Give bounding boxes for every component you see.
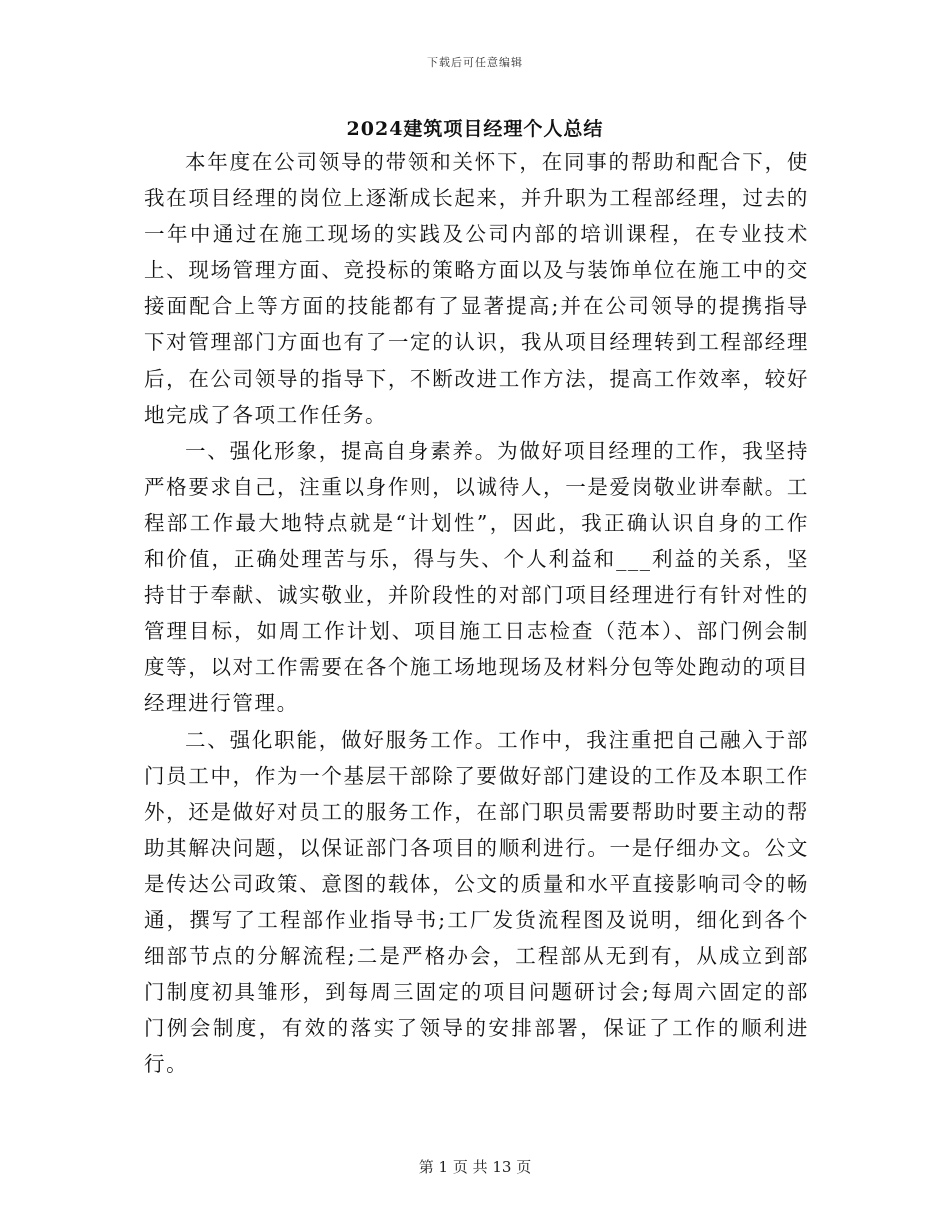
header-note: 下载后可任意编辑: [427, 56, 523, 69]
paragraph-section-1: 一、强化形象，提高自身素养。为做好项目经理的工作，我坚持严格要求自己，注重以身作则，以诚待人，一是爱岗敬业讲奉献。工程部工作最大地特点就是“计划性”，因此，我正确认识自身的工作和价值，正确处理苦与乐，得与失、个人利益和___利益的关系，坚持甘于奉献、诚实敬业，并阶段性的对部门项目经理进行有针对性的管理目标，如周工作计划、项目施工日志检查（范本）、部门例会制度等，以对工作需要在各个施工场地现场及材料分包等处跑动的项目经理进行管理。: [144, 438, 809, 716]
page-number: 第 1 页 共 13 页: [418, 1158, 532, 1176]
document-body: [144, 144, 809, 1082]
paragraph-intro: 本年度在公司领导的带领和关怀下，在同事的帮助和配合下，使我在项目经理的岗位上逐渐成长起来，并升职为工程部经理，过去的一年中通过在施工现场的实践及公司内部的培训课程，在专业技术上、现场管理方面、竞投标的策略方面以及与装饰单位在施工中的交接面配合上等方面的技能都有了显著提高;并在公司领导的提携指导下对管理部门方面也有了一定的认识，我从项目经理转到工程部经理后，在公司领导的指导下，不断改进工作方法，提高工作效率，较好地完成了各项工作任务。: [144, 150, 809, 427]
document-title: 2024建筑项目经理个人总结: [346, 118, 604, 140]
paragraph-section-2: 二、强化职能，做好服务工作。工作中，我注重把自己融入于部门员工中，作为一个基层干部除了要做好部门建设的工作及本职工作外，还是做好对员工的服务工作，在部门职员需要帮助时要主动的帮助其解决问题，以保证部门各项目的顺利进行。一是仔细办文。公文是传达公司政策、意图的载体，公文的质量和水平直接影响司令的畅通，撰写了工程部作业指导书;工厂发货流程图及说明，细化到各个细部节点的分解流程;二是严格办会，工程部从无到有，从成立到部门制度初具雏形，到每周三固定的项目问题研讨会;每周六固定的部门例会制度，有效的落实了领导的安排部署，保证了工作的顺利进行。: [144, 727, 809, 1077]
